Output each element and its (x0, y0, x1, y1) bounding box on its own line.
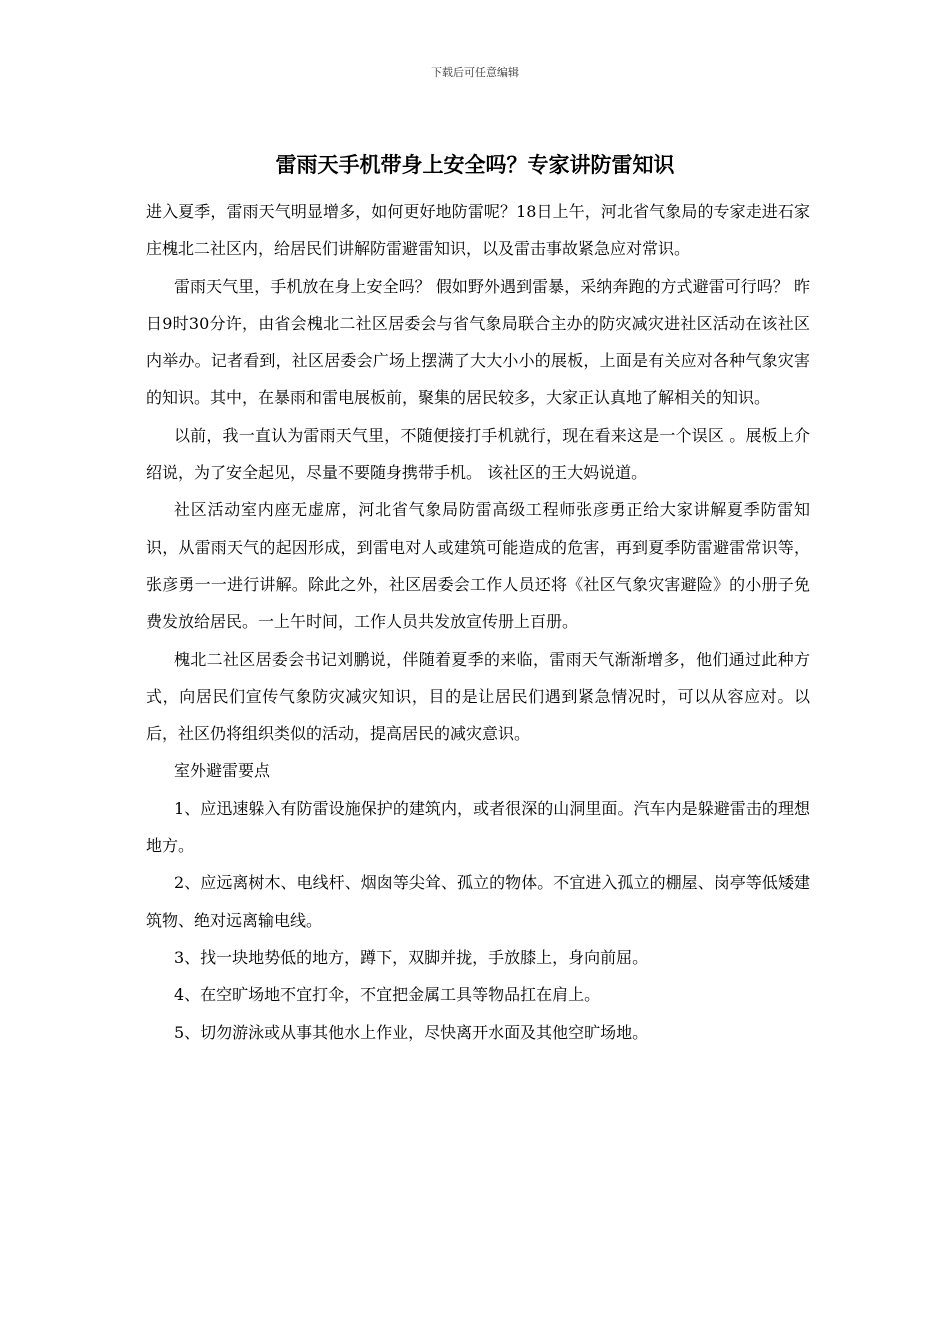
paragraph: 槐北二社区居委会书记刘鹏说，伴随着夏季的来临，雷雨天气渐渐增多，他们通过此种方式，向居民们宣传气象防灾减灾知识，目的是让居民们遇到紧急情况时，可以从容应对。以后，社区仍将组织类似的活动，提高居民的减灾意识。 (146, 649, 810, 744)
paragraph: 社区活动室内座无虚席，河北省气象局防雷高级工程师张彦勇正给大家讲解夏季防雷知识，从雷雨天气的起因形成，到雷电对人或建筑可能造成的危害，再到夏季防雷避雷常识等，张彦勇一一进行讲解。除此之外，社区居委会工作人员还将《社区气象灾害避险》的小册子免费发放给居民。一上午时间，工作人员共发放宣传册上百册。 (146, 500, 810, 632)
list-item: 4、在空旷场地不宜打伞，不宜把金属工具等物品扛在肩上。 (174, 985, 601, 1005)
header-note: 下载后可任意编辑 (431, 66, 519, 79)
section-heading: 室外避雷要点 (174, 761, 271, 781)
list-item: 1、应迅速躲入有防雷设施保护的建筑内，或者很深的山洞里面。汽车内是躲避雷击的理想地方。 (146, 798, 810, 856)
list-item: 3、找一块地势低的地方，蹲下，双脚并拢，手放膝上，身向前屈。 (174, 947, 649, 967)
page-title: 雷雨天手机带身上安全吗？专家讲防雷知识 (275, 152, 675, 177)
list-item: 5、切勿游泳或从事其他水上作业，尽快离开水面及其他空旷场地。 (174, 1022, 649, 1042)
paragraph: 以前，我一直认为雷雨天气里，不随便接打手机就行，现在看来这是一个误区 。展板上介绍说，为了安全起见，尽量不要随身携带手机。 该社区的王大妈说道。 (146, 425, 810, 483)
list-item: 2、应远离树木、电线杆、烟囱等尖耸、孤立的物体。不宜进入孤立的棚屋、岗亭等低矮建筑物、绝对远离输电线。 (146, 873, 810, 930)
paragraph: 雷雨天气里，手机放在身上安全吗？ 假如野外遇到雷暴，采纳奔跑的方式避雷可行吗？ 昨日9时30分许，由省会槐北二社区居委会与省气象局联合主办的防灾减灾进社区活动在该社区内举办。记者看到，社区居委会广场上摆满了大大小小的展板，上面是有关应对各种气象灾害的知识。其中，在暴雨和雷电展板前，聚集的居民较多，大家正认真地了解相关的知识。 (146, 276, 810, 408)
article-body (146, 193, 810, 1051)
paragraph-intro: 进入夏季，雷雨天气明显增多，如何更好地防雷呢？18日上午，河北省气象局的专家走进石家庄槐北二社区内，给居民们讲解防雷避雷知识，以及雷击事故紧急应对常识。 (146, 202, 810, 259)
